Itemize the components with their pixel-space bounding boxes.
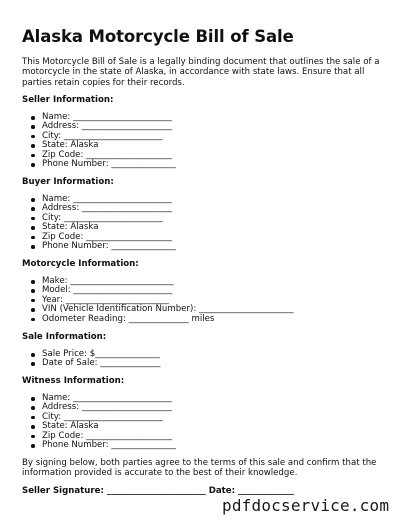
witness-fields bbox=[42, 394, 176, 450]
motorcycle-model-field: Model: _______________________ bbox=[42, 286, 294, 295]
witness-state-field: State: Alaska bbox=[42, 422, 176, 431]
witness-heading: Witness Information: bbox=[22, 376, 125, 386]
seller-name-field: Name: _______________________ bbox=[42, 113, 176, 122]
witness-name-field: Name: _______________________ bbox=[42, 394, 176, 403]
seller-state-field: State: Alaska bbox=[42, 141, 176, 150]
seller-fields bbox=[42, 113, 176, 169]
motorcycle-fields bbox=[42, 277, 294, 324]
buyer-heading: Buyer Information: bbox=[22, 177, 114, 187]
seller-heading: Seller Information: bbox=[22, 95, 114, 105]
motorcycle-make-field: Make: ________________________ bbox=[42, 277, 294, 286]
buyer-name-field: Name: _______________________ bbox=[42, 195, 176, 204]
witness-phone-field: Phone Number: _______________ bbox=[42, 440, 176, 451]
witness-address-field: Address: _____________________ bbox=[42, 403, 176, 412]
buyer-zip-field: Zip Code: ____________________ bbox=[42, 233, 176, 242]
sale-price-field: Sale Price: $_______________ bbox=[42, 349, 160, 359]
closing-paragraph: By signing below, both parties agree to the terms of this sale and confirm that the information provided is accurate to the best of their knowledge. bbox=[22, 458, 377, 479]
sale-heading: Sale Information: bbox=[22, 332, 107, 342]
witness-zip-field: Zip Code: ____________________ bbox=[42, 432, 176, 441]
seller-phone-field: Phone Number: _______________ bbox=[42, 159, 176, 170]
seller-city-field: City: _______________________ bbox=[42, 132, 176, 141]
motorcycle-heading: Motorcycle Information: bbox=[22, 259, 139, 269]
watermark-logo: pdfdocservice.com bbox=[222, 496, 390, 515]
sale-fields bbox=[42, 350, 160, 369]
signature-line: Seller Signature: _______________________ Date: _____________ bbox=[22, 486, 294, 496]
buyer-phone-field: Phone Number: _______________ bbox=[42, 241, 176, 252]
sale-date-field: Date of Sale: ______________ bbox=[42, 358, 161, 369]
seller-zip-field: Zip Code: ____________________ bbox=[42, 151, 176, 160]
document-title: Alaska Motorcycle Bill of Sale bbox=[22, 27, 294, 46]
motorcycle-vin-field: VIN (Vehicle Identification Number): ______________________ bbox=[42, 304, 294, 315]
motorcycle-odometer-field: Odometer Reading: ______________ miles bbox=[42, 315, 294, 324]
buyer-fields bbox=[42, 195, 176, 251]
buyer-state-field: State: Alaska bbox=[42, 223, 176, 232]
buyer-city-field: City: _______________________ bbox=[42, 214, 176, 223]
seller-address-field: Address: _____________________ bbox=[42, 122, 176, 131]
intro-paragraph: This Motorcycle Bill of Sale is a legally binding document that outlines the sale of a motorcycle in the state of Alaska, in accordance with state laws. Ensure that all parties retain copies for their records. bbox=[22, 57, 380, 88]
buyer-address-field: Address: _____________________ bbox=[42, 204, 176, 213]
witness-city-field: City: _______________________ bbox=[42, 413, 176, 422]
motorcycle-year-field: Year: ________________________ bbox=[42, 296, 294, 305]
